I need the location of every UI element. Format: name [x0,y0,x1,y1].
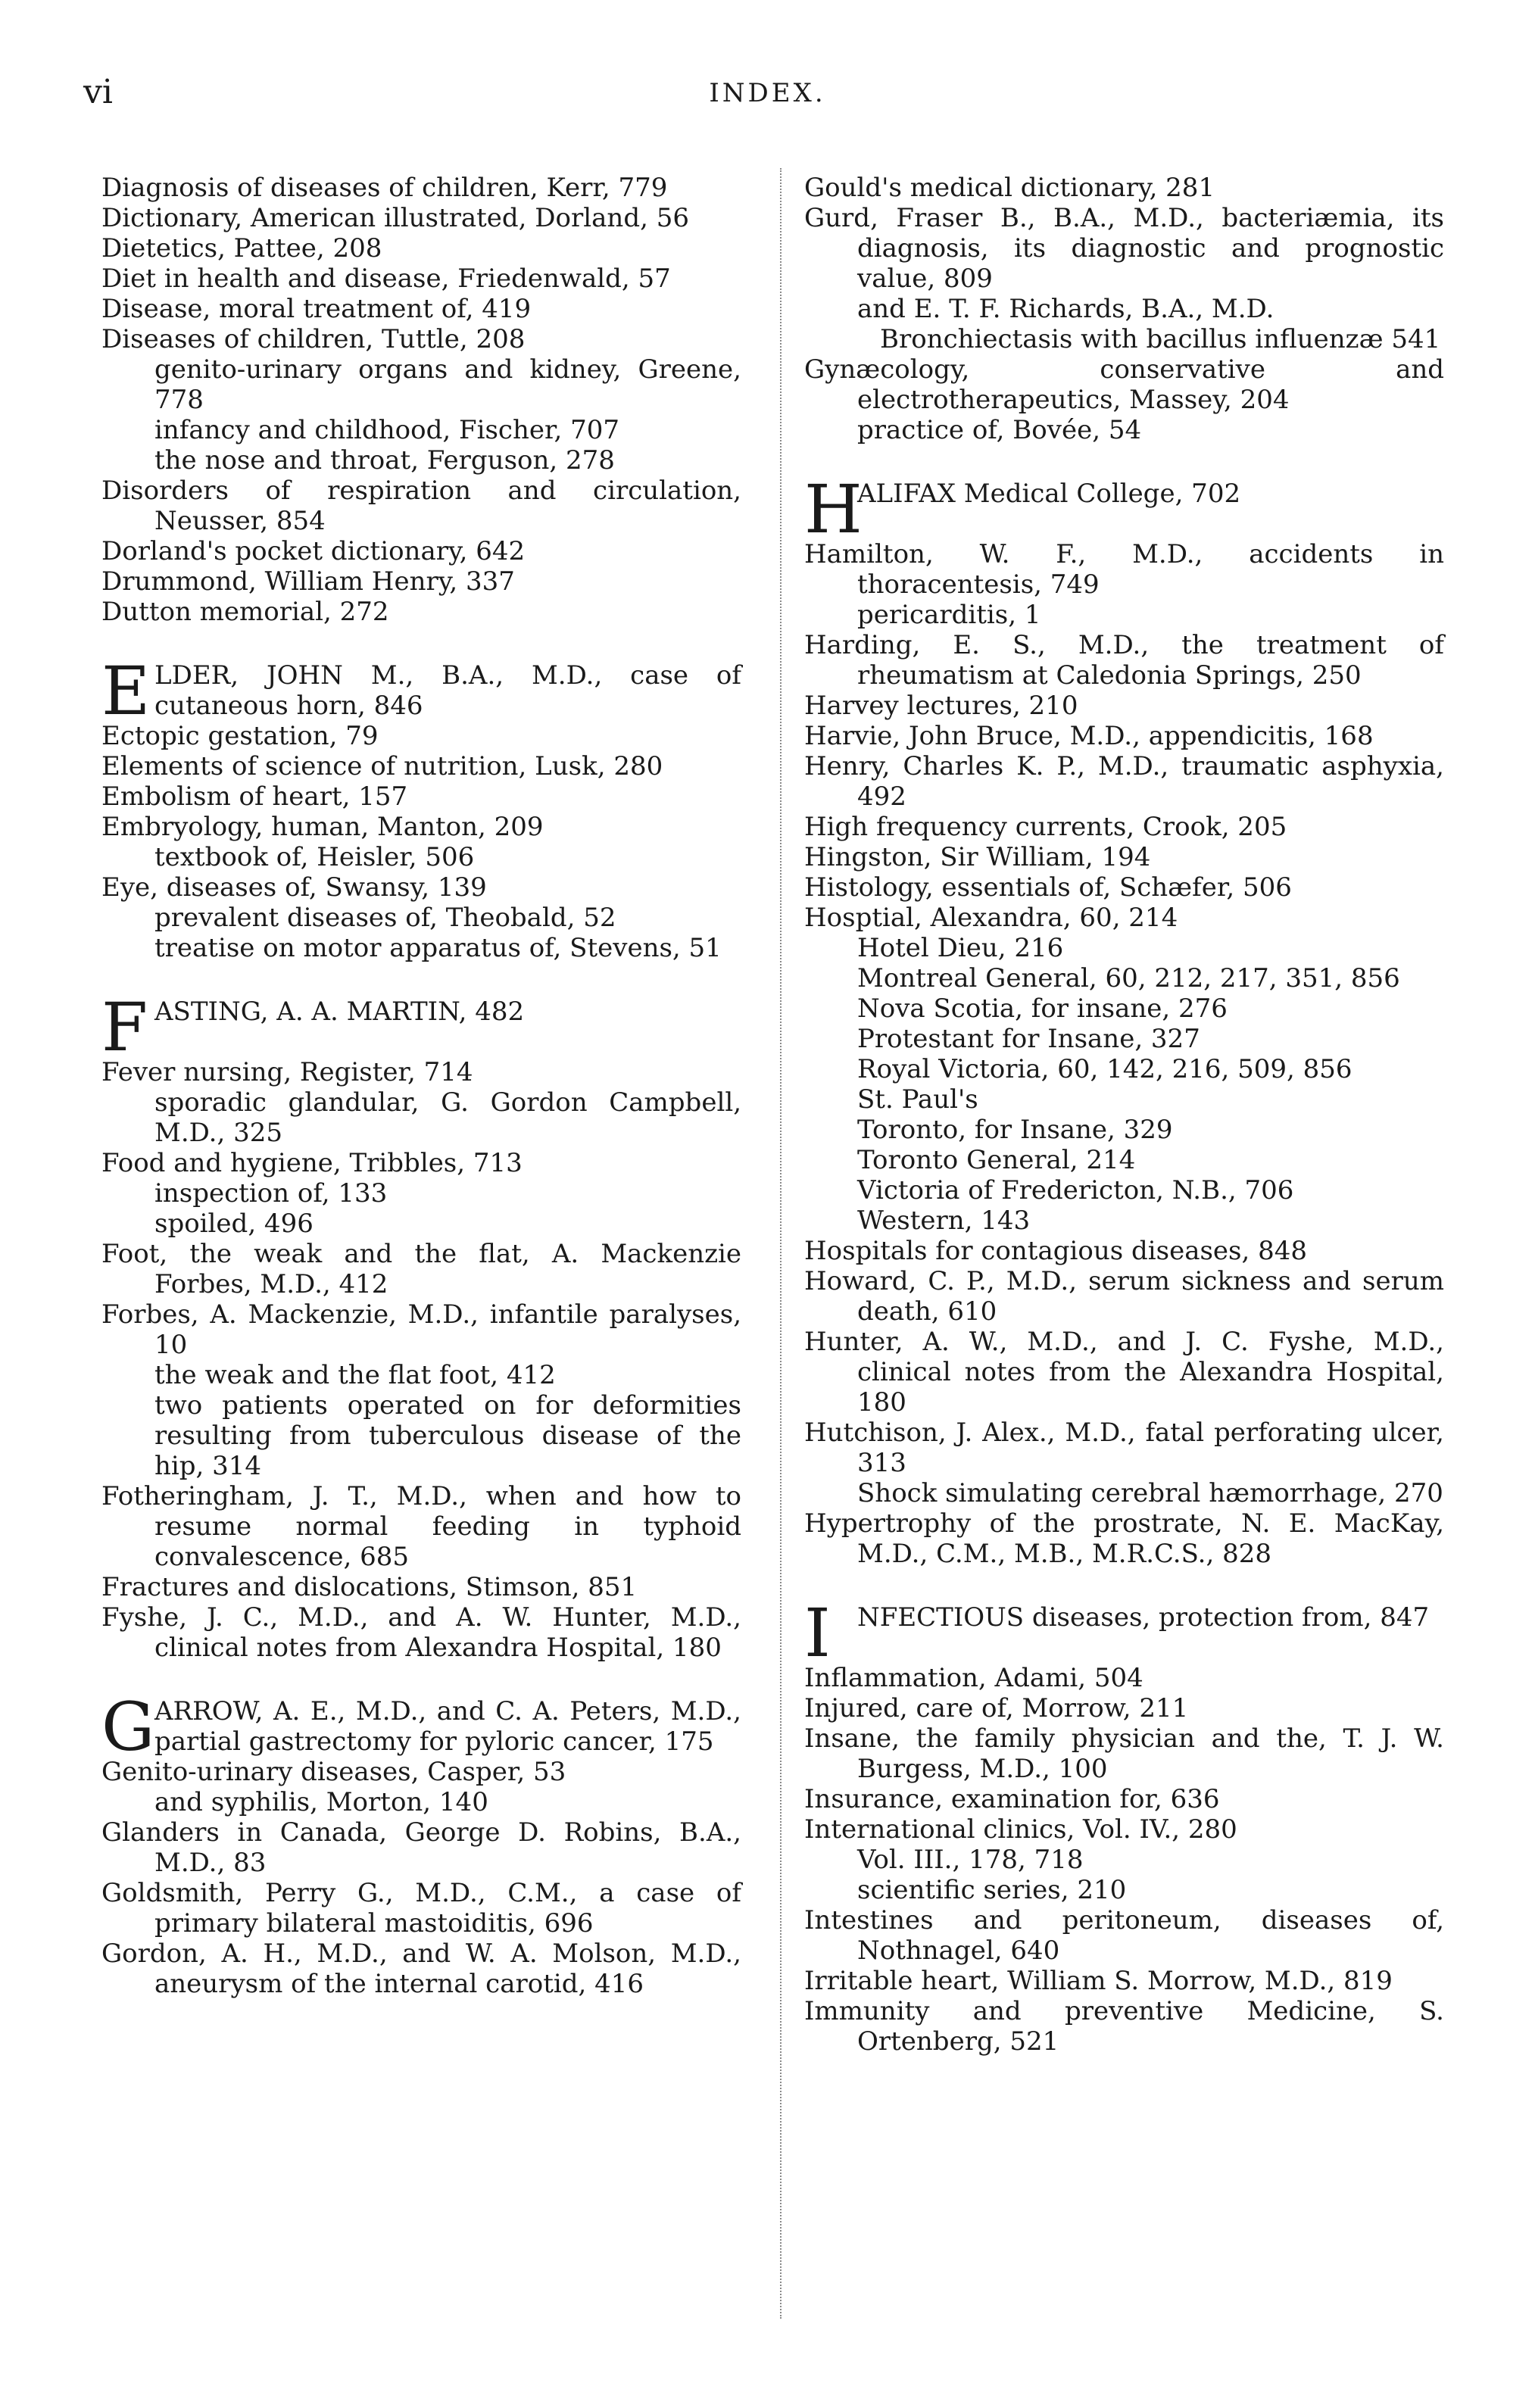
section-i-first-entry: NFECTIOUS diseases, protection from, 847 [857,1602,1430,1633]
index-entry: Insurance, examination for, 636 [804,1784,1220,1814]
section-gap [101,963,741,997]
section-e-heading [101,652,741,730]
index-subentry: treatise on motor apparatus of, Stevens, 51 [154,933,722,963]
index-entry: Dorland's pocket dictionary, 642 [101,536,526,566]
index-entry: Food and hygiene, Tribbles, 713 [101,1148,523,1178]
index-entry: Disease, moral treatment of, 419 [101,294,532,324]
index-entry: Gurd, Fraser B., B.A., M.D., bacteriæmia, its diagnosis, its diagnostic and prognostic value, 809 [804,203,1444,294]
index-subentry: Victoria of Fredericton, N.B., 706 [857,1175,1294,1206]
index-entry: Fractures and dislocations, Stimson, 851 [101,1572,638,1602]
index-entry: High frequency currents, Crook, 205 [804,812,1287,842]
index-entry: Gould's medical dictionary, 281 [804,173,1215,203]
index-entry: Diagnosis of diseases of children, Kerr, 779 [101,173,668,203]
index-entry: Intestines and peritoneum, diseases of, Nothnagel, 640 [804,1905,1444,1966]
index-entry: Forbes, A. Mackenzie, M.D., infantile paralyses, 10 [101,1299,741,1360]
index-subentry: and syphilis, Morton, 140 [154,1787,488,1817]
section-gap [101,627,741,660]
index-entry: Fotheringham, J. T., M.D., when and how to resume normal feeding in typhoid convalescence, 685 [101,1481,741,1572]
index-entry: Hosptial, Alexandra, 60, 214 [804,903,1178,933]
index-entry: Henry, Charles K. P., M.D., traumatic asphyxia, 492 [804,751,1444,812]
index-entry: Foot, the weak and the flat, A. Mackenzie Forbes, M.D., 412 [101,1239,741,1299]
right-column [804,173,1444,2057]
index-entry: Eye, diseases of, Swansy, 139 [101,872,487,903]
left-column [101,173,741,1999]
index-entry: Harvey lectures, 210 [804,691,1078,721]
column-divider [780,168,782,2319]
index-entry: Immunity and preventive Medicine, S. Ortenberg, 521 [804,1996,1444,2057]
index-entry: Fever nursing, Register, 714 [101,1057,473,1087]
index-entry: Diet in health and disease, Friedenwald, 57 [101,264,671,294]
index-entry: Diseases of children, Tuttle, 208 [101,324,526,354]
index-entry: Hypertrophy of the prostrate, N. E. MacKay, M.D., C.M., M.B., M.R.C.S., 828 [804,1508,1444,1569]
index-entry: Disorders of respiration and circulation, Neusser, 854 [101,476,741,536]
index-subentry: genito-urinary organs and kidney, Greene, 778 [154,354,741,415]
index-entry: Dictionary, American illustrated, Dorland, 56 [101,203,689,233]
index-entry: Hunter, A. W., M.D., and J. C. Fyshe, M.D., clinical notes from the Alexandra Hospital, 180 [804,1327,1444,1418]
section-gap [101,1663,741,1696]
index-subentry: Western, 143 [857,1206,1031,1236]
page-number: vi [83,73,113,111]
index-entry: Gynæcology, conservative and electrotherapeutics, Massey, 204 [804,354,1444,415]
drop-cap-f: F [101,988,148,1066]
section-f-first-entry: ASTING, A. A. MARTIN, 482 [154,997,525,1027]
index-entry: Embryology, human, Manton, 209 [101,812,544,842]
index-entry: Histology, essentials of, Schæfer, 506 [804,872,1292,903]
index-entry: Hamilton, W. F., M.D., accidents in thoracentesis, 749 [804,539,1444,600]
section-f-heading [101,988,741,1066]
index-entry: Ectopic gestation, 79 [101,721,379,751]
page-title: INDEX. [709,78,826,108]
index-entry: Harding, E. S., M.D., the treatment of rheumatism at Caledonia Springs, 250 [804,630,1444,691]
section-h-heading [804,470,1444,548]
index-subentry: Montreal General, 60, 212, 217, 351, 856 [857,963,1400,993]
index-entry: Genito-urinary diseases, Casper, 53 [101,1757,566,1787]
section-e-first-entry: LDER, JOHN M., B.A., M.D., case of cutaneous horn, 846 [154,660,741,721]
index-entry: Injured, care of, Morrow, 211 [804,1693,1189,1723]
index-subentry: the weak and the flat foot, 412 [154,1360,556,1390]
section-g-first-entry: ARROW, A. E., M.D., and C. A. Peters, M.D., partial gastrectomy for pyloric cancer, 175 [154,1696,741,1757]
index-entry: Howard, C. P., M.D., serum sickness and serum death, 610 [804,1266,1444,1327]
index-subentry: prevalent diseases of, Theobald, 52 [154,903,616,933]
section-gap [804,445,1444,479]
index-subentry: Protestant for Insane, 327 [857,1024,1200,1054]
index-entry: Hutchison, J. Alex., M.D., fatal perforating ulcer, 313 [804,1418,1444,1478]
index-subentry: Nova Scotia, for insane, 276 [857,993,1228,1024]
section-g-heading [101,1688,741,1766]
index-subentry: Vol. III., 178, 718 [857,1845,1084,1875]
index-subentry: Toronto, for Insane, 329 [857,1115,1173,1145]
index-subentry: the nose and throat, Ferguson, 278 [154,445,615,476]
index-entry: Goldsmith, Perry G., M.D., C.M., a case of primary bilateral mastoiditis, 696 [101,1878,741,1939]
index-entry: Elements of science of nutrition, Lusk, 280 [101,751,663,781]
section-gap [804,1569,1444,1602]
index-subentry: textbook of, Heisler, 506 [154,842,475,872]
index-subentry: sporadic glandular, G. Gordon Campbell, M.D., 325 [154,1087,741,1148]
index-entry: Insane, the family physician and the, T. J. W. Burgess, M.D., 100 [804,1723,1444,1784]
drop-cap-i: I [804,1594,831,1672]
index-subentry: Toronto General, 214 [857,1145,1136,1175]
page-header [0,0,1535,151]
index-subentry: pericarditis, 1 [857,600,1041,630]
index-subentry: St. Paul's [857,1084,978,1115]
index-subentry: infancy and childhood, Fischer, 707 [154,415,619,445]
index-entry: Hospitals for contagious diseases, 848 [804,1236,1307,1266]
index-subentry: scientific series, 210 [857,1875,1127,1905]
index-subentry: Hotel Dieu, 216 [857,933,1064,963]
index-entry: Gordon, A. H., M.D., and W. A. Molson, M.D., aneurysm of the internal carotid, 416 [101,1939,741,1999]
index-entry: Hingston, Sir William, 194 [804,842,1151,872]
index-subentry: Bronchiectasis with bacillus influenzæ 541 [880,324,1441,354]
section-h-first-entry: ALIFAX Medical College, 702 [857,479,1241,509]
index-entry: Embolism of heart, 157 [101,781,408,812]
section-i-heading [804,1594,1444,1672]
index-subentry: inspection of, 133 [154,1178,388,1209]
index-entry: Fyshe, J. C., M.D., and A. W. Hunter, M.D., clinical notes from Alexandra Hospital, 180 [101,1602,741,1663]
index-subentry: Shock simulating cerebral hæmorrhage, 270 [857,1478,1443,1508]
drop-cap-g: G [101,1688,155,1766]
index-entry: Glanders in Canada, George D. Robins, B.A., M.D., 83 [101,1817,741,1878]
drop-cap-e: E [101,652,151,730]
index-entry: Dutton memorial, 272 [101,597,389,627]
index-subentry: Royal Victoria, 60, 142, 216, 509, 856 [857,1054,1352,1084]
index-entry: Drummond, William Henry, 337 [101,566,515,597]
index-entry: Inflammation, Adami, 504 [804,1663,1143,1693]
index-entry: Harvie, John Bruce, M.D., appendicitis, 168 [804,721,1374,751]
index-subentry: spoiled, 496 [154,1209,314,1239]
index-entry: Irritable heart, William S. Morrow, M.D., 819 [804,1966,1393,1996]
index-subentry: two patients operated on for deformities resulting from tuberculous disease of the hip, 314 [154,1390,741,1481]
index-subentry: and E. T. F. Richards, B.A., M.D. [857,294,1274,324]
index-entry: International clinics, Vol. IV., 280 [804,1814,1237,1845]
drop-cap-h: H [804,470,863,548]
index-entry: Dietetics, Pattee, 208 [101,233,382,264]
index-subentry: practice of, Bovée, 54 [857,415,1142,445]
